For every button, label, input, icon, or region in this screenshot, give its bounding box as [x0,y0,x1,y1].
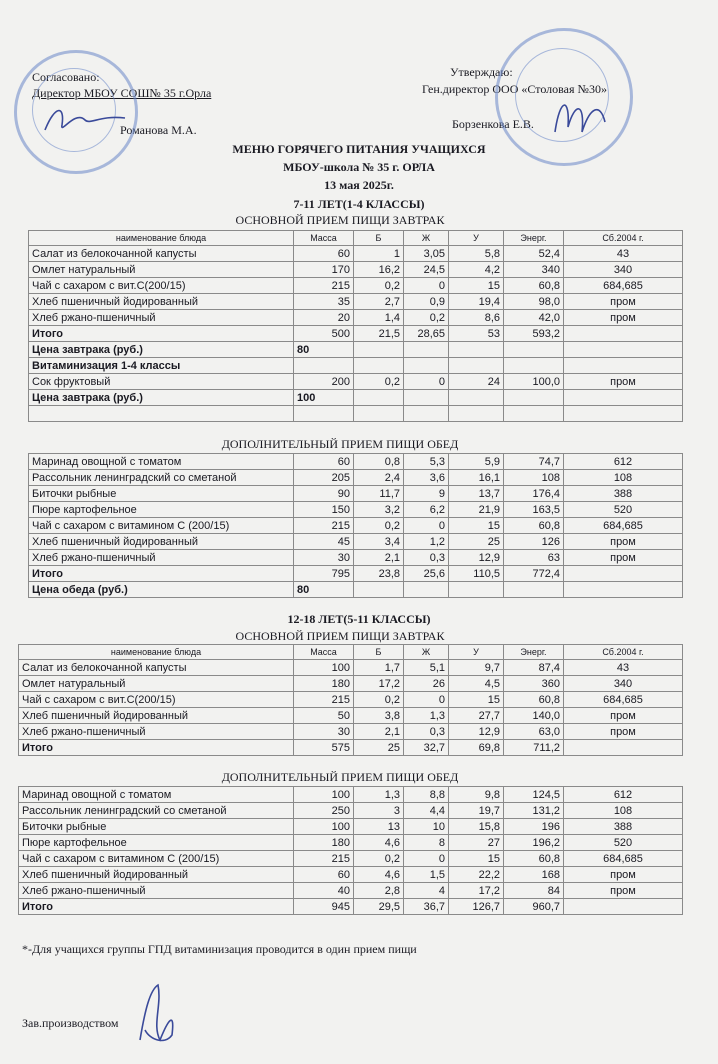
fat: 24,5 [404,262,449,278]
lunch-price-label: Цена обеда (руб.) [29,582,294,598]
carbs: 9,8 [449,787,504,803]
dish-name: Итого [29,566,294,582]
vitamin-energy: 100,0 [504,374,564,390]
carbs: 17,2 [449,883,504,899]
lunch-table-2 [18,786,683,915]
mass: 150 [294,502,354,518]
dish-name: Хлеб ржано-пшеничный [29,550,294,566]
fat: 4,4 [404,803,449,819]
col-header-energy: Энерг. [504,231,564,246]
breakfast-table-2 [18,644,683,756]
dish-name: Чай с сахаром с витамином С (200/15) [29,518,294,534]
recipe-ref: 684,685 [564,278,683,294]
fat: 1,2 [404,534,449,550]
protein: 3 [354,803,404,819]
recipe-ref: 684,685 [564,692,683,708]
table-row [29,246,683,262]
recipe-ref: 108 [564,803,683,819]
left-signature-icon [40,100,130,140]
mass: 30 [294,724,354,740]
vitamin-label-row [29,358,683,374]
energy: 124,5 [504,787,564,803]
fat: 3,6 [404,470,449,486]
energy: 340 [504,262,564,278]
carbs: 21,9 [449,502,504,518]
energy: 87,4 [504,660,564,676]
table-row [29,454,683,470]
section-lunch-1: ДОПОЛНИТЕЛЬНЫЙ ПРИЕМ ПИЩИ ОБЕД [221,437,459,451]
lunch-price-row [29,582,683,598]
fat: 8 [404,835,449,851]
col-header-recipe: Сб.2004 г. [564,645,683,660]
price-value: 80 [294,342,354,358]
dish-name: Биточки рыбные [19,819,294,835]
protein: 0,2 [354,692,404,708]
carbs: 15 [449,278,504,294]
carbs: 4,2 [449,262,504,278]
energy: 60,8 [504,518,564,534]
vitamin-row [29,374,683,390]
protein: 25 [354,740,404,756]
dish-name: Итого [19,740,294,756]
recipe-ref: 108 [564,470,683,486]
energy: 60,8 [504,692,564,708]
dish-name: Итого [19,899,294,915]
table-header-row [19,645,683,660]
approval-left-title: Согласовано: [32,70,100,84]
fat: 0,3 [404,724,449,740]
mass: 30 [294,550,354,566]
col-header-carbs: У [449,231,504,246]
approval-right-position: Ген.директор ООО «Столовая №30» [422,82,607,96]
recipe-ref: пром [564,708,683,724]
dish-name: Маринад овощной с томатом [29,454,294,470]
fat: 5,3 [404,454,449,470]
dish-name: Чай с сахаром с вит.С(200/15) [19,692,294,708]
protein: 11,7 [354,486,404,502]
fat: 5,1 [404,660,449,676]
carbs: 15 [449,851,504,867]
mass: 215 [294,692,354,708]
recipe-ref: 388 [564,819,683,835]
fat: 0,2 [404,310,449,326]
dish-name: Хлеб пшеничный йодированный [29,534,294,550]
breakfast-table-1 [28,230,683,422]
col-header-protein: Б [354,645,404,660]
vitamin-price-label: Цена завтрака (руб.) [29,390,294,406]
table-row [29,518,683,534]
table-row [29,262,683,278]
vitamin-mass: 200 [294,374,354,390]
table-row [29,534,683,550]
col-header-energy: Энерг. [504,645,564,660]
lunch-price-value: 80 [294,582,354,598]
dish-name: Салат из белокочанной капусты [19,660,294,676]
carbs: 8,6 [449,310,504,326]
carbs: 27,7 [449,708,504,724]
table-row [29,486,683,502]
protein: 29,5 [354,899,404,915]
col-header-mass: Масса [294,231,354,246]
col-header-fat: Ж [404,231,449,246]
energy: 63,0 [504,724,564,740]
carbs: 9,7 [449,660,504,676]
recipe-ref: 684,685 [564,851,683,867]
recipe-ref: пром [564,867,683,883]
dish-name: Чай с сахаром с витамином С (200/15) [19,851,294,867]
carbs: 15 [449,692,504,708]
dish-name: Рассольник ленинградский со сметаной [19,803,294,819]
fat: 0 [404,692,449,708]
energy: 42,0 [504,310,564,326]
mass: 215 [294,278,354,294]
fat: 0 [404,851,449,867]
protein: 2,1 [354,550,404,566]
carbs: 126,7 [449,899,504,915]
energy: 126 [504,534,564,550]
energy: 84 [504,883,564,899]
fat: 0,3 [404,550,449,566]
recipe-ref: пром [564,294,683,310]
recipe-ref: 388 [564,486,683,502]
mass: 100 [294,787,354,803]
col-header-protein: Б [354,231,404,246]
fat: 25,6 [404,566,449,582]
energy: 711,2 [504,740,564,756]
protein: 23,8 [354,566,404,582]
fat: 0 [404,278,449,294]
protein: 17,2 [354,676,404,692]
footnote: *-Для учащихся группы ГПД витаминизация проводится в один прием пищи [22,942,417,956]
protein: 2,4 [354,470,404,486]
mass: 60 [294,867,354,883]
recipe-ref: пром [564,550,683,566]
carbs: 110,5 [449,566,504,582]
fat: 3,05 [404,246,449,262]
total-row [19,740,683,756]
recipe-ref: пром [564,534,683,550]
carbs: 69,8 [449,740,504,756]
table-header-row [29,231,683,246]
mass: 45 [294,534,354,550]
price-row [29,342,683,358]
protein: 4,6 [354,835,404,851]
table-row [19,835,683,851]
protein: 21,5 [354,326,404,342]
dish-name: Хлеб ржано-пшеничный [29,310,294,326]
recipe-ref: пром [564,724,683,740]
table-row [29,502,683,518]
mass: 20 [294,310,354,326]
recipe-ref: 520 [564,835,683,851]
vitamin-fat: 0 [404,374,449,390]
lunch-table-1 [28,453,683,598]
protein: 1,3 [354,787,404,803]
mass: 945 [294,899,354,915]
fat: 6,2 [404,502,449,518]
fat: 32,7 [404,740,449,756]
table-row [19,883,683,899]
energy: 108 [504,470,564,486]
mass: 575 [294,740,354,756]
mass: 35 [294,294,354,310]
table-row [19,692,683,708]
protein: 2,1 [354,724,404,740]
protein: 0,8 [354,454,404,470]
fat: 0,9 [404,294,449,310]
table-row [29,310,683,326]
dish-name: Хлеб пшеничный йодированный [29,294,294,310]
total-row [29,566,683,582]
table-row [29,294,683,310]
carbs: 13,7 [449,486,504,502]
table-row [19,851,683,867]
school-name: МБОУ-школа № 35 г. ОРЛА [283,160,435,174]
carbs: 15,8 [449,819,504,835]
dish-name: Хлеб пшеничный йодированный [19,708,294,724]
energy: 360 [504,676,564,692]
energy: 63 [504,550,564,566]
table-row [19,787,683,803]
table-row [19,724,683,740]
dish-name: Омлет натуральный [29,262,294,278]
mass: 100 [294,819,354,835]
dish-name: Хлеб ржано-пшеничный [19,724,294,740]
carbs: 19,7 [449,803,504,819]
table-row [19,867,683,883]
recipe-ref [564,566,683,582]
mass: 100 [294,660,354,676]
age-group-2: 12-18 ЛЕТ(5-11 КЛАССЫ) [287,612,431,626]
col-header-mass: Масса [294,645,354,660]
recipe-ref: 43 [564,246,683,262]
fat: 0 [404,518,449,534]
col-header-carbs: У [449,645,504,660]
recipe-ref: 684,685 [564,518,683,534]
production-signature-icon [130,980,190,1050]
fat: 28,65 [404,326,449,342]
recipe-ref: 340 [564,676,683,692]
fat: 4 [404,883,449,899]
carbs: 4,5 [449,676,504,692]
mass: 215 [294,518,354,534]
mass: 500 [294,326,354,342]
energy: 196 [504,819,564,835]
energy: 772,4 [504,566,564,582]
menu-date: 13 мая 2025г. [324,178,394,192]
protein: 3,4 [354,534,404,550]
vitamin-price-value: 100 [294,390,354,406]
table-row [19,803,683,819]
fat: 1,3 [404,708,449,724]
recipe-ref: 340 [564,262,683,278]
protein: 1,7 [354,660,404,676]
carbs: 12,9 [449,550,504,566]
vitamin-price-row [29,390,683,406]
mass: 90 [294,486,354,502]
mass: 795 [294,566,354,582]
carbs: 15 [449,518,504,534]
table-row [29,550,683,566]
energy: 98,0 [504,294,564,310]
recipe-ref: 612 [564,454,683,470]
energy: 196,2 [504,835,564,851]
recipe-ref [564,740,683,756]
vitamin-name: Сок фруктовый [29,374,294,390]
dish-name: Пюре картофельное [29,502,294,518]
recipe-ref: 612 [564,787,683,803]
energy: 60,8 [504,278,564,294]
carbs: 53 [449,326,504,342]
protein: 0,2 [354,851,404,867]
section-lunch-2: ДОПОЛНИТЕЛЬНЫЙ ПРИЕМ ПИЩИ ОБЕД [221,770,459,784]
recipe-ref: пром [564,310,683,326]
right-signature-icon [550,92,610,142]
carbs: 5,8 [449,246,504,262]
dish-name: Биточки рыбные [29,486,294,502]
carbs: 22,2 [449,867,504,883]
dish-name: Рассольник ленинградский со сметаной [29,470,294,486]
table-row [19,676,683,692]
protein: 0,2 [354,518,404,534]
carbs: 19,4 [449,294,504,310]
mass: 215 [294,851,354,867]
age-group-1: 7-11 ЛЕТ(1-4 КЛАССЫ) [293,197,425,211]
fat: 36,7 [404,899,449,915]
fat: 26 [404,676,449,692]
mass: 60 [294,454,354,470]
energy: 140,0 [504,708,564,724]
protein: 0,2 [354,278,404,294]
fat: 1,5 [404,867,449,883]
menu-title: МЕНЮ ГОРЯЧЕГО ПИТАНИЯ УЧАЩИХСЯ [232,142,486,156]
col-header-name: наименование блюда [19,645,294,660]
energy: 176,4 [504,486,564,502]
recipe-ref: 520 [564,502,683,518]
recipe-ref [564,326,683,342]
recipe-ref: 43 [564,660,683,676]
mass: 40 [294,883,354,899]
total-row [19,899,683,915]
carbs: 5,9 [449,454,504,470]
protein: 3,2 [354,502,404,518]
energy: 593,2 [504,326,564,342]
approval-left-position: Директор МБОУ СОШ№ 35 г.Орла [32,86,212,100]
table-row [29,278,683,294]
energy: 131,2 [504,803,564,819]
mass: 180 [294,676,354,692]
carbs: 25 [449,534,504,550]
energy: 52,4 [504,246,564,262]
vitamin-carbs: 24 [449,374,504,390]
signature-label: Зав.производством [22,1016,119,1030]
total-row [29,326,683,342]
recipe-ref [564,899,683,915]
table-row [19,819,683,835]
protein: 3,8 [354,708,404,724]
dish-name: Маринад овощной с томатом [19,787,294,803]
col-header-recipe: Сб.2004 г. [564,231,683,246]
dish-name: Чай с сахаром с вит.С(200/15) [29,278,294,294]
carbs: 27 [449,835,504,851]
price-label: Цена завтрака (руб.) [29,342,294,358]
dish-name: Итого [29,326,294,342]
vitamin-recipe: пром [564,374,683,390]
table-row [19,660,683,676]
col-header-name: наименование блюда [29,231,294,246]
protein: 2,8 [354,883,404,899]
protein: 13 [354,819,404,835]
section-breakfast-2: ОСНОВНОЙ ПРИЕМ ПИЩИ ЗАВТРАК [235,629,445,643]
protein: 4,6 [354,867,404,883]
energy: 60,8 [504,851,564,867]
fat: 9 [404,486,449,502]
protein: 1,4 [354,310,404,326]
energy: 960,7 [504,899,564,915]
mass: 50 [294,708,354,724]
energy: 163,5 [504,502,564,518]
energy: 168 [504,867,564,883]
dish-name: Пюре картофельное [19,835,294,851]
recipe-ref: пром [564,883,683,899]
vitamin-protein: 0,2 [354,374,404,390]
protein: 16,2 [354,262,404,278]
col-header-fat: Ж [404,645,449,660]
table-row [29,470,683,486]
vitamin-label: Витаминизация 1-4 классы [29,358,294,374]
dish-name: Хлеб пшеничный йодированный [19,867,294,883]
carbs: 16,1 [449,470,504,486]
mass: 60 [294,246,354,262]
energy: 74,7 [504,454,564,470]
fat: 8,8 [404,787,449,803]
protein: 2,7 [354,294,404,310]
dish-name: Хлеб ржано-пшеничный [19,883,294,899]
mass: 250 [294,803,354,819]
dish-name: Омлет натуральный [19,676,294,692]
mass: 180 [294,835,354,851]
mass: 170 [294,262,354,278]
protein: 1 [354,246,404,262]
dish-name: Салат из белокочанной капусты [29,246,294,262]
mass: 205 [294,470,354,486]
approval-right-title: Утверждаю: [450,65,513,79]
carbs: 12,9 [449,724,504,740]
section-breakfast-1: ОСНОВНОЙ ПРИЕМ ПИЩИ ЗАВТРАК [235,213,445,227]
fat: 10 [404,819,449,835]
approval-left-name: Романова М.А. [120,123,197,137]
approval-right-name: Борзенкова Е.В. [452,117,534,131]
table-row [19,708,683,724]
